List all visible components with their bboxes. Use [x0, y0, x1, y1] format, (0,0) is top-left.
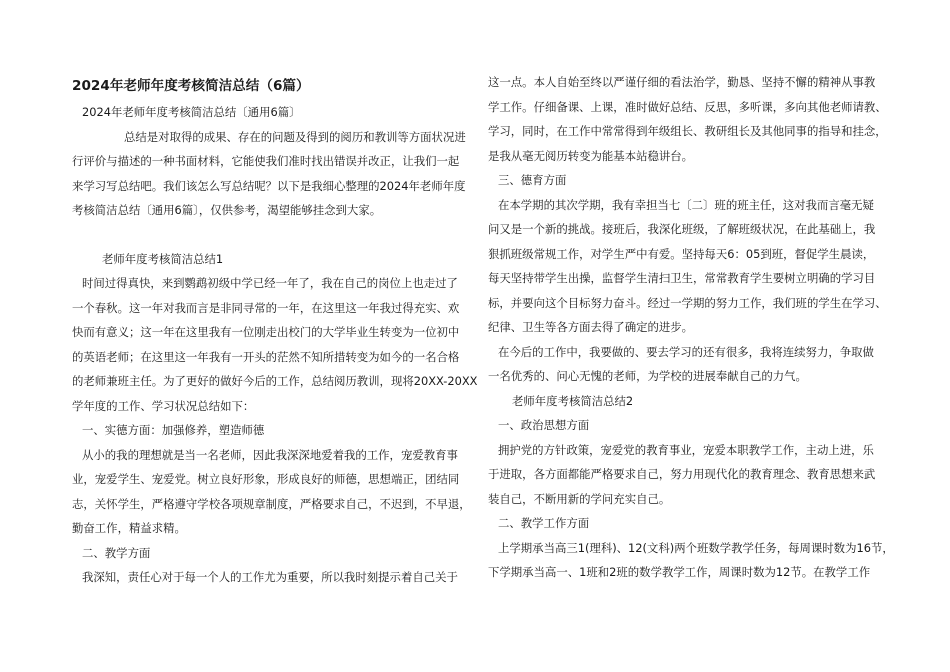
text-line: 狠抓班级常规工作，对学生严中有爱。坚持每天6：05到班，督促学生晨读，: [488, 246, 875, 261]
text-line: 老师年度考核简洁总结1: [102, 251, 224, 266]
text-line: 的老师兼班主任。为了更好的做好今后的工作，总结阅历教训，现将20XX-20XX: [72, 374, 478, 388]
text-line: 二、教学工作方面: [498, 516, 590, 530]
text-line: 学习，同时，在工作中常常得到年级组长、教研组长及其他同事的指导和挂念，: [488, 124, 887, 138]
text-line: 这一点。本人自始至终以严谨仔细的看法治学，勤恳、坚持不懈的精神从事教: [488, 75, 876, 89]
text-line: 来学习写总结吧。我们该怎么写总结呢？以下是我细心整理的2024年老师年度: [72, 178, 466, 193]
text-line: 我深知，责任心对于每一个人的工作尤为重要，所以我时刻提示着自己关于: [82, 570, 458, 584]
text-line: 三、德育方面: [498, 173, 567, 187]
text-line: 2024年老师年度考核简洁总结〔通用6篇〕: [82, 105, 301, 119]
text-line: 是我从毫无阅历转变为能基本站稳讲台。: [488, 148, 694, 163]
text-line: 问又是一个新的挑战。接班后，我深化班级，了解班级状况，在此基础上，我: [488, 222, 876, 236]
text-line: 标，并要向这个目标努力奋斗。经过一学期的努力工作，我们班的学生在学习、: [488, 295, 887, 310]
text-line: 快而有意义；这一年在这里我有一位刚走出校门的大学毕业生转变为一位初中: [72, 325, 460, 339]
text-line: 上学期承当高三1(理科)、12(文科)两个班数学教学任务，每周课时数为16节，: [498, 540, 894, 555]
text-line: 一名优秀的、问心无愧的老师，为学校的进展奉献自己的力气。: [488, 369, 807, 383]
text-line: 装自己，不断用新的学问充实自己。: [488, 491, 671, 506]
right-column: [488, 70, 894, 585]
text-line: 业，宠爱学生、宠爱党。树立良好形象，形成良好的师德，思想端正，团结同: [72, 472, 460, 486]
text-line: 在今后的工作中，我要做的、要去学习的还有很多，我将连续努力，争取做: [498, 344, 874, 359]
text-line: 一、政治思想方面: [498, 418, 590, 432]
text-line: 考核简洁总结〔通用6篇〕，仅供参考，渴望能够挂念到大家。: [72, 203, 382, 217]
text-line: 一、实德方面：加强修养，塑造师德: [82, 423, 265, 437]
text-line: 拥护党的方针政策，宠爱党的教育事业，宠爱本职教学工作，主动上进，乐: [498, 442, 874, 457]
text-line: 行评价与描述的一种书面材料，它能使我们准时找出错误并改正，让我们一起: [72, 154, 460, 168]
text-line: 下学期承当高一、1班和2班的数学教学工作，周课时数为12节。在教学工作: [488, 565, 871, 579]
text-line: 在本学期的其次学期，我有幸担当七〔二〕班的班主任，这对我而言毫无疑: [498, 197, 874, 212]
text-line: 二、教学方面: [82, 545, 151, 560]
text-line: 老师年度考核简洁总结2: [512, 393, 634, 408]
text-line: 一个春秋。这一年对我而言是非同寻常的一年，在这里这一年我过得充实、欢: [72, 300, 460, 315]
text-line: 勤奋工作，精益求精。: [72, 521, 186, 535]
text-line: 时间过得真快，来到鹦鹉初级中学已经一年了，我在自己的岗位上也走过了: [82, 276, 458, 290]
text-line: 总结是对取得的成果、存在的问题及得到的阅历和教训等方面状况进: [124, 129, 466, 144]
left-column-body: [72, 100, 478, 590]
text-line: 学工作。仔细备课、上课，准时做好总结、反思，多听课，多向其他老师请教、: [488, 99, 887, 114]
text-line: 的英语老师；在这里这一年我有一开头的茫然不知所措转变为如今的一名合格: [72, 349, 460, 364]
text-line: 志，关怀学生，严格遵守学校各项规章制度，严格要求自己，不迟到，不早退，: [72, 496, 471, 511]
left-column: [72, 66, 478, 590]
text-line: 于进取，各方面都能严格要求自己，努力用现代化的教育理念、教育思想来武: [488, 467, 876, 481]
text-line: 每天坚持带学生出操，监督学生清扫卫生，常常教育学生要树立明确的学习目: [488, 271, 876, 285]
document-title: 2024年老师年度考核简洁总结（6篇）: [72, 78, 310, 94]
text-line: 从小的我的理想就是当一名老师，因此我深深地爱着我的工作，宠爱教育事: [82, 447, 458, 462]
right-column-body: [488, 70, 894, 585]
text-line: 纪律、卫生等各方面去得了确定的进步。: [488, 320, 694, 334]
text-line: 学年度的工作、学习状况总结如下：: [72, 398, 255, 413]
